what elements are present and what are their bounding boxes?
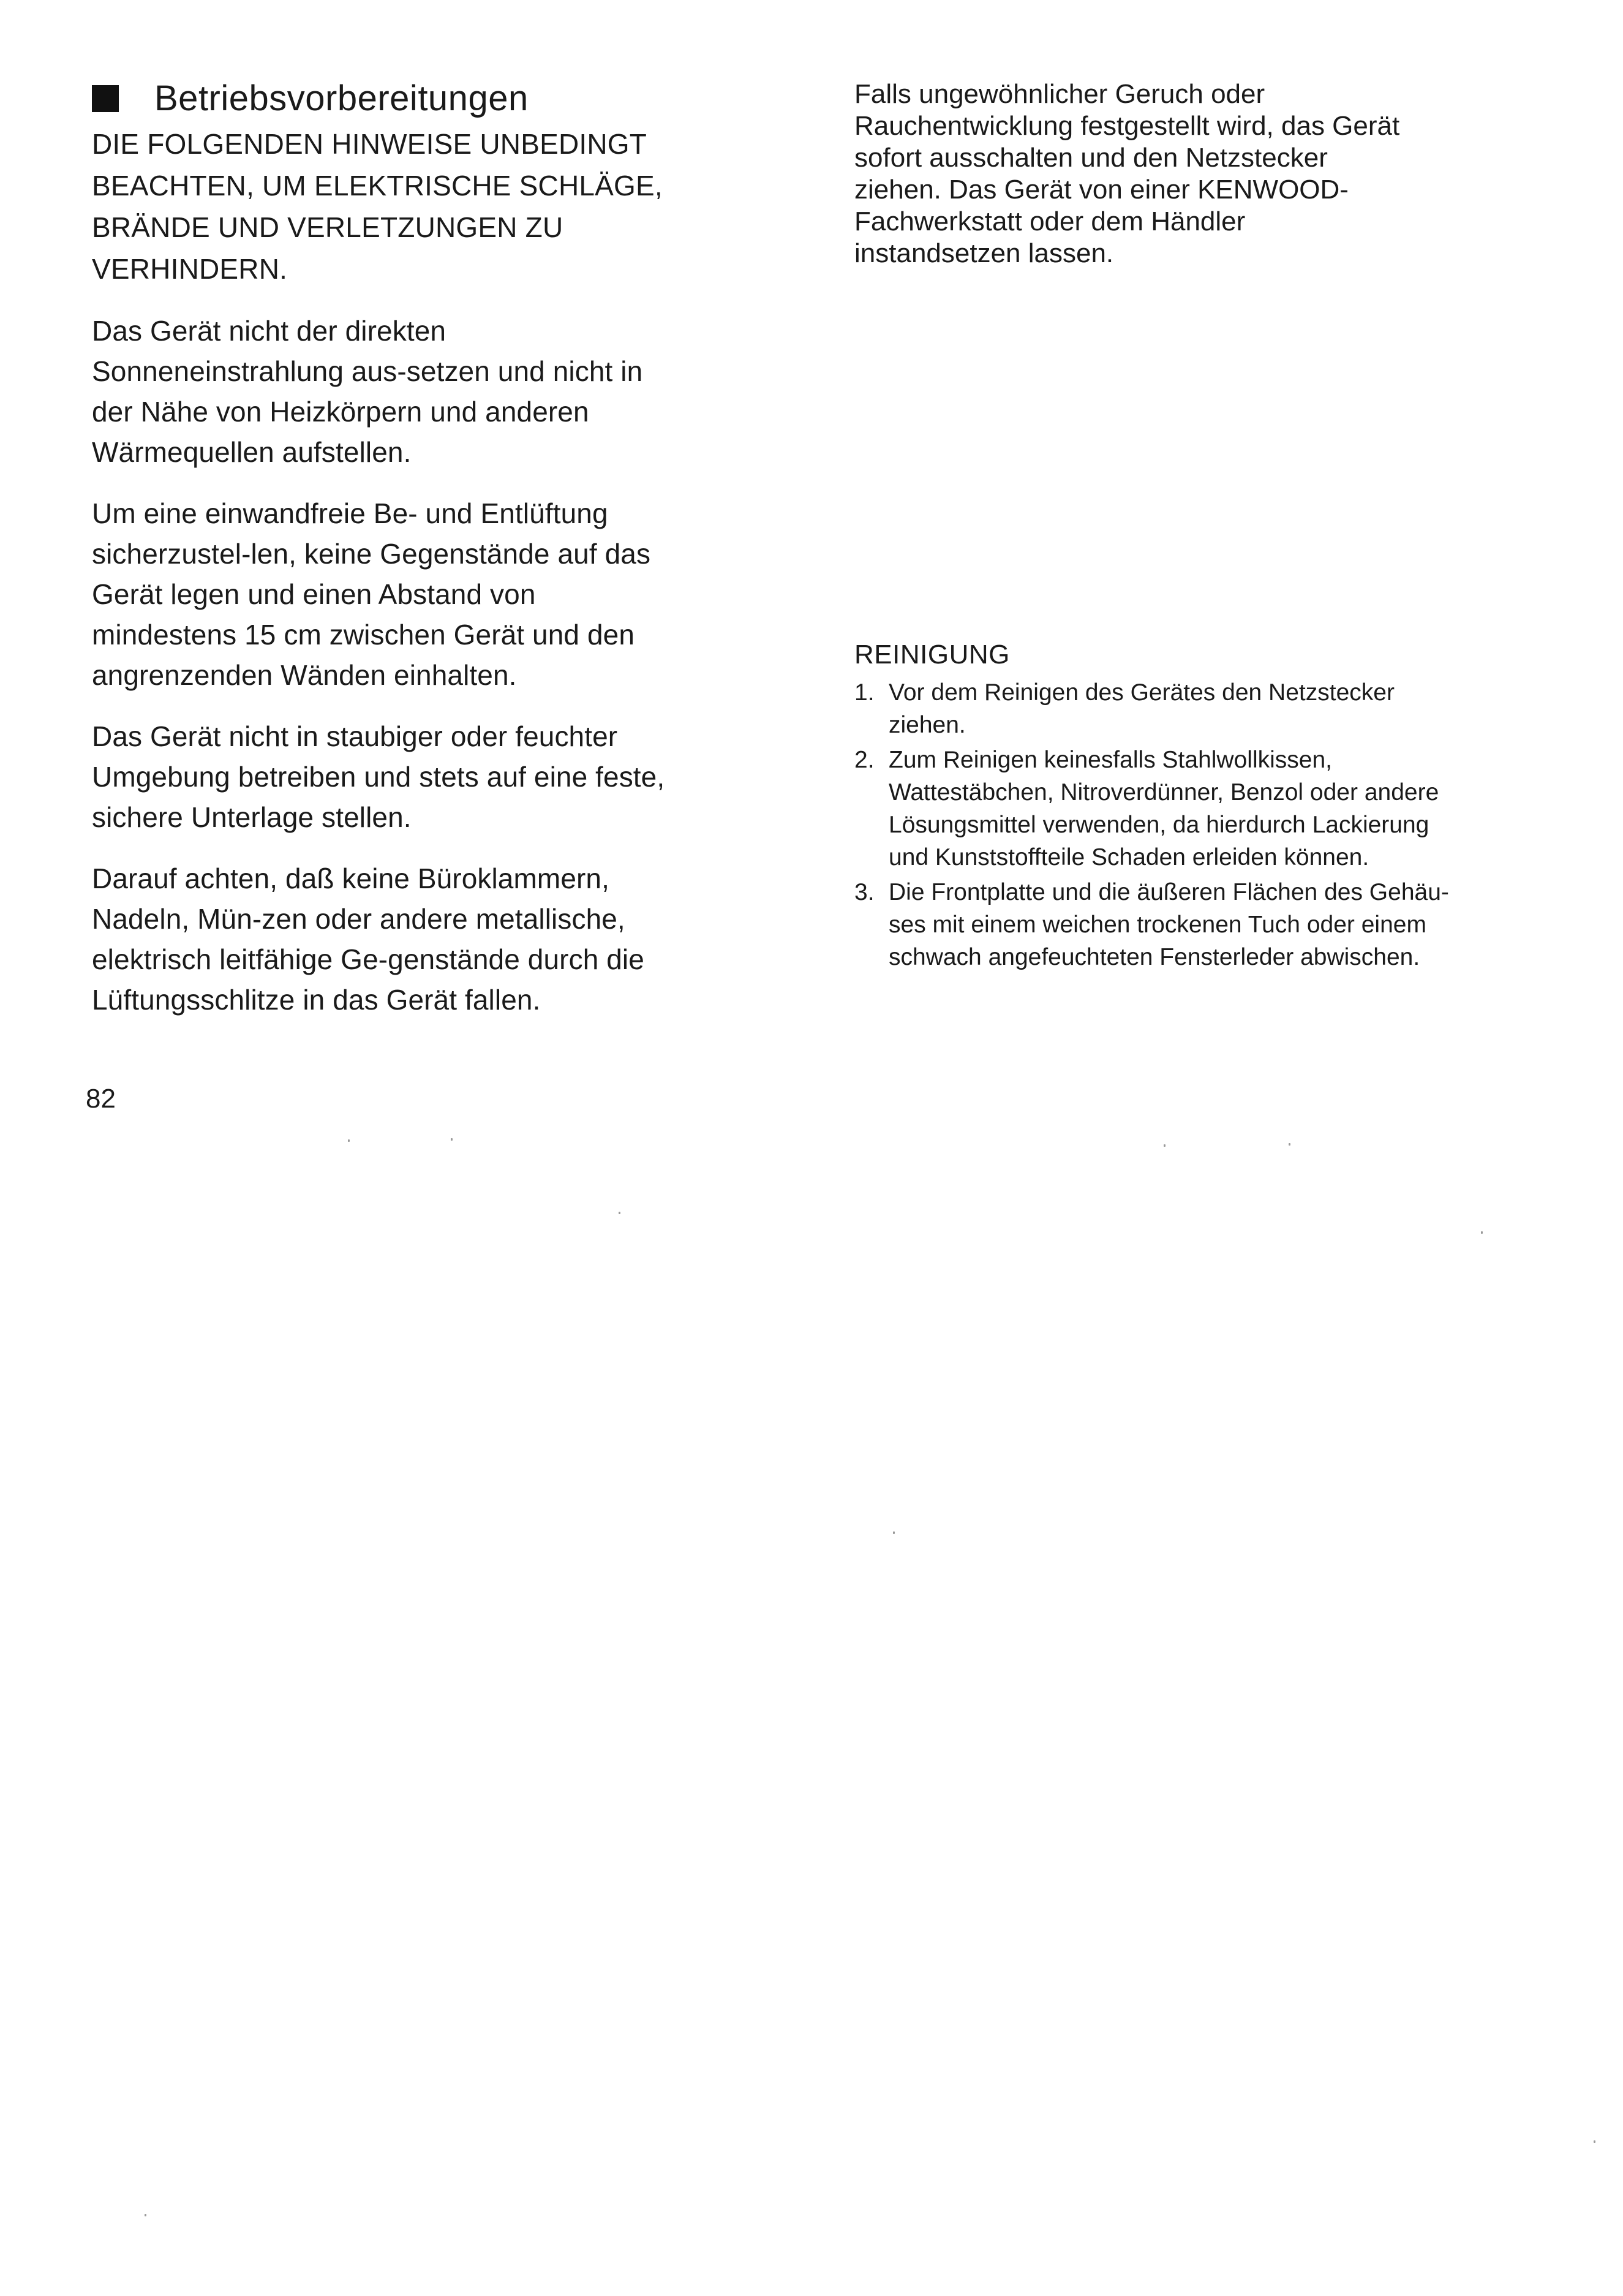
square-bullet-icon [92,85,119,112]
scan-speck [1481,1231,1483,1234]
warning-line: BRÄNDE UND VERLETZUNGEN ZU [92,211,563,243]
warning-line: DIE FOLGENDEN HINWEISE UNBEDINGT [92,128,647,160]
text-line: Um eine einwandfreie Be- und Entlüftung [92,497,608,529]
text-line: ziehen. Das Gerät von einer KENWOOD- [854,175,1349,205]
text-line: Wattestäbchen, Nitroverdünner, Benzol oder andere [889,779,1439,806]
text-line: Sonneneinstrahlung aus-setzen und nicht in [92,355,643,387]
text-line: Lüftungsschlitze in das Gerät fallen. [92,984,541,1016]
cleaning-title: REINIGUNG [854,640,1010,670]
cleaning-step [854,876,1540,973]
section-heading [92,77,753,121]
paragraph-dust [92,716,753,837]
scan-speck [1594,2140,1595,2143]
text-line: Falls ungewöhnlicher Geruch oder [854,79,1265,109]
text-line: sofort ausschalten und den Netzstecker [854,143,1328,173]
text-line: Das Gerät nicht der direkten [92,315,446,347]
right-column [854,78,1516,270]
paragraph-smoke [854,78,1516,270]
cleaning-section [854,637,1540,976]
cleaning-steps [854,676,1540,973]
text-line: instandsetzen lassen. [854,238,1114,268]
step-text [889,744,1540,874]
step-number: 3. [854,879,875,905]
step-number: 2. [854,747,875,773]
step-text [889,676,1540,741]
text-line: Rauchentwicklung festgestellt wird, das Gerät [854,111,1400,141]
text-line: mindestens 15 cm zwischen Gerät und den [92,619,635,651]
text-line: Gerät legen und einen Abstand von [92,578,536,610]
heading-text: Betriebsvorbereitungen [154,78,529,118]
text-line: sicherzustel-len, keine Gegenstände auf das [92,538,651,570]
warning-line: BEACHTEN, UM ELEKTRISCHE SCHLÄGE, [92,170,663,202]
cleaning-step [854,676,1540,741]
text-line: elektrisch leitfähige Ge-genstände durch die [92,943,644,975]
left-column [92,77,753,1020]
page-number: 82 [86,1084,116,1114]
scan-speck [893,1531,895,1534]
text-line: angrenzenden Wänden einhalten. [92,659,517,691]
text-line: ziehen. [889,712,966,738]
step-number: 1. [854,679,875,706]
text-line: und Kunststoffteile Schaden erleiden können. [889,844,1369,870]
safety-warning [92,123,753,290]
paragraph-ventilation [92,493,753,695]
scan-speck [451,1138,453,1141]
scan-speck [619,1212,620,1214]
text-line: schwach angefeuchteten Fensterleder abwischen. [889,944,1420,970]
paragraph-sunlight [92,311,753,472]
text-line: Das Gerät nicht in staubiger oder feuchter [92,720,618,752]
scan-speck [1289,1143,1290,1146]
scan-speck [1164,1144,1165,1147]
scan-speck [348,1139,350,1142]
cleaning-step [854,744,1540,874]
scan-speck [145,2214,146,2216]
warning-line: VERHINDERN. [92,253,288,285]
text-line: Vor dem Reinigen des Gerätes den Netzstecker [889,679,1395,706]
paragraph-metal-objects [92,858,753,1020]
text-line: Nadeln, Mün-zen oder andere metallische, [92,903,625,935]
text-line: Die Frontplatte und die äußeren Flächen des Gehäu- [889,879,1449,905]
text-line: Wärmequellen aufstellen. [92,436,412,468]
text-line: der Nähe von Heizkörpern und anderen [92,396,589,428]
step-text [889,876,1540,973]
text-line: Fachwerkstatt oder dem Händler [854,206,1246,236]
text-line: ses mit einem weichen trockenen Tuch oder einem [889,912,1426,938]
text-line: sichere Unterlage stellen. [92,801,412,833]
text-line: Lösungsmittel verwenden, da hierdurch Lackierung [889,812,1429,838]
text-line: Darauf achten, daß keine Büroklammern, [92,863,609,894]
text-line: Umgebung betreiben und stets auf eine feste, [92,761,665,793]
text-line: Zum Reinigen keinesfalls Stahlwollkissen, [889,747,1332,773]
